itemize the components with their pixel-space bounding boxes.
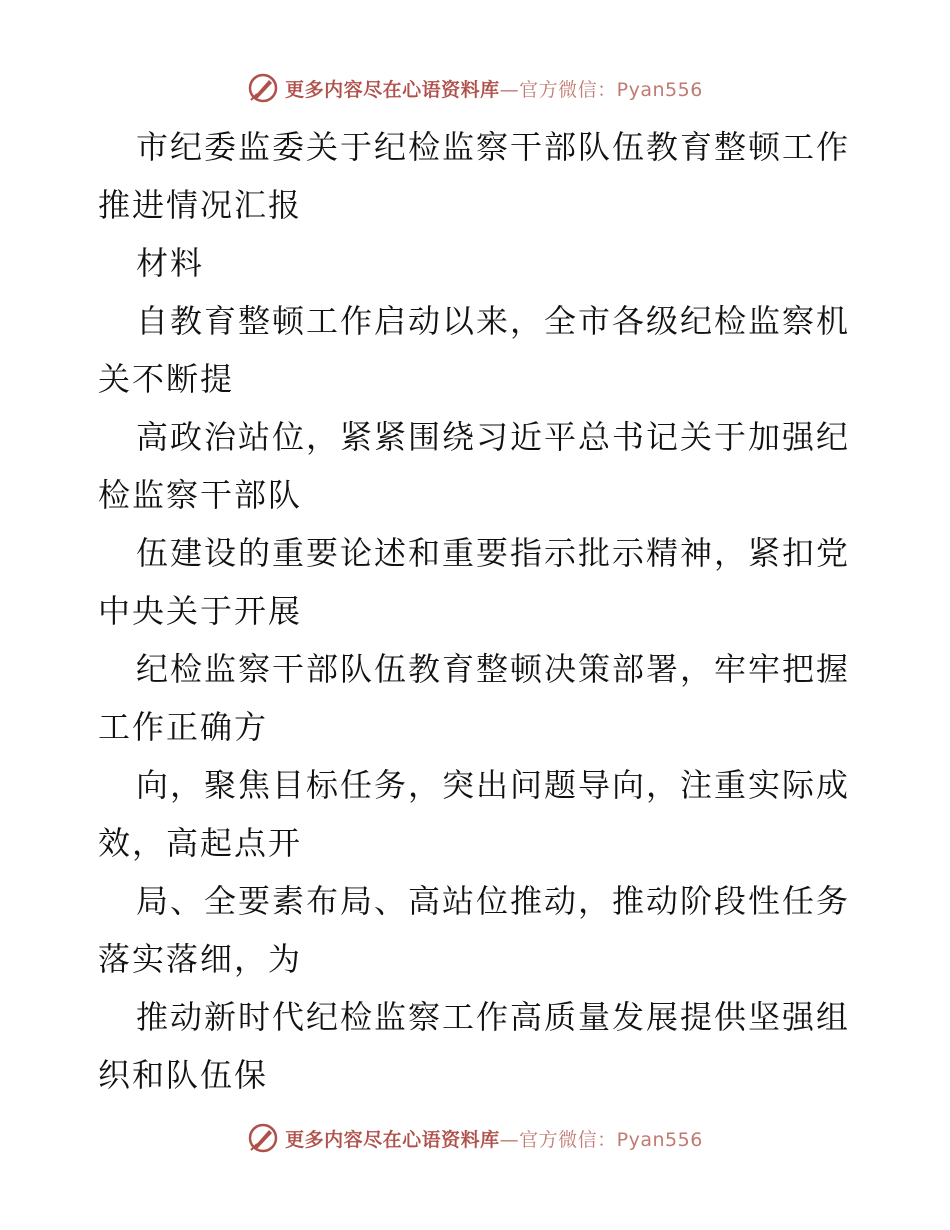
quill-logo-icon xyxy=(247,72,279,104)
paragraph-line: 关不断提 xyxy=(98,360,235,398)
title-line-1: 市纪委监委关于纪检监察干部队伍教育整顿工作 xyxy=(136,128,851,166)
document-body xyxy=(98,118,858,1104)
title-line-2: 推进情况汇报 xyxy=(98,186,303,224)
header-brand-text: 更多内容尽在心语资料库—官方微信：Pyan556 xyxy=(285,78,703,101)
footer-brand-text: 更多内容尽在心语资料库—官方微信：Pyan556 xyxy=(285,1128,703,1151)
paragraph-line: 自教育整顿工作启动以来，全市各级纪检监察机 xyxy=(136,302,851,340)
quill-logo-icon xyxy=(247,1122,279,1154)
paragraph-line: 织和队伍保 xyxy=(98,1056,269,1094)
paragraph-line: 局、全要素布局、高站位推动，推动阶段性任务 xyxy=(136,882,851,920)
paragraph-line: 效，高起点开 xyxy=(98,824,303,862)
paragraph-line: 推动新时代纪检监察工作高质量发展提供坚强组 xyxy=(136,998,851,1036)
paragraph-line: 高政治站位，紧紧围绕习近平总书记关于加强纪 xyxy=(136,418,851,456)
paragraph-line: 向，聚焦目标任务，突出问题导向，注重实际成 xyxy=(136,766,851,804)
title-line-3: 材料 xyxy=(136,244,205,282)
paragraph-line: 纪检监察干部队伍教育整顿决策部署，牢牢把握 xyxy=(136,650,851,688)
paragraph-line: 中央关于开展 xyxy=(98,592,303,630)
paragraph-line: 伍建设的重要论述和重要指示批示精神，紧扣党 xyxy=(136,534,851,572)
paragraph-line: 落实落细，为 xyxy=(98,940,303,978)
paragraph-line: 检监察干部队 xyxy=(98,476,303,514)
page-footer xyxy=(0,1122,950,1154)
page-header xyxy=(0,72,950,104)
paragraph-line: 工作正确方 xyxy=(98,708,269,746)
